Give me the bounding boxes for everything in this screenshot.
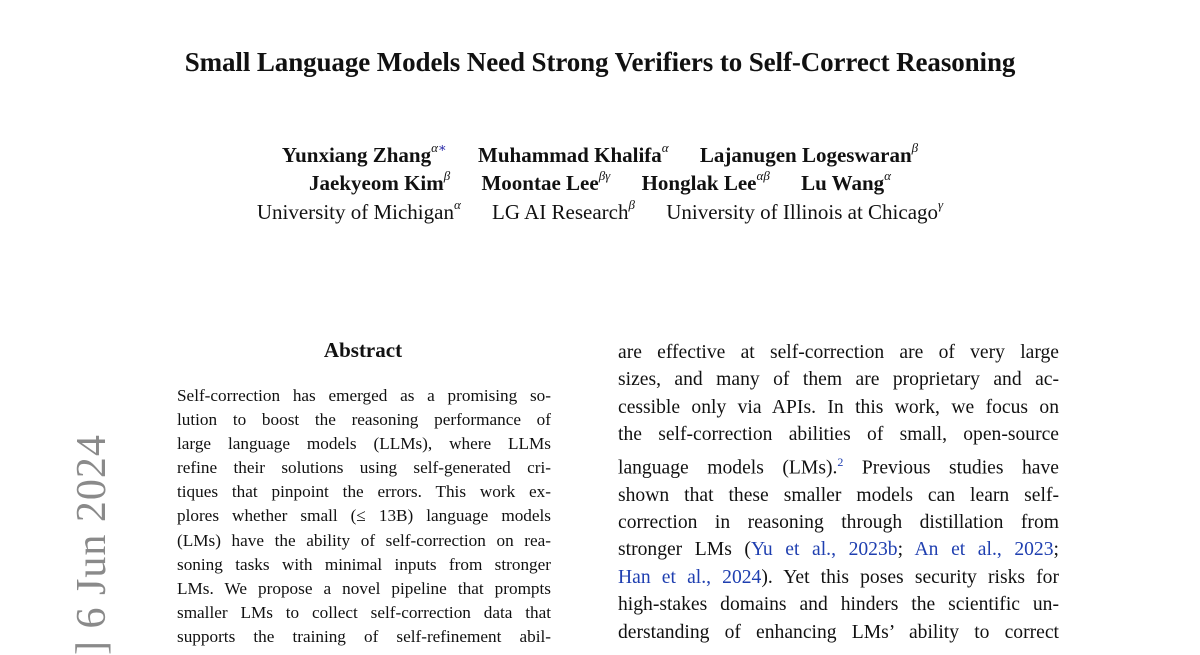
body-line: sizes, and many of them are proprietary and ac- xyxy=(618,369,1059,391)
affiliation-mark: α xyxy=(453,197,461,212)
author-affiliation-mark: βγ xyxy=(598,168,611,183)
affiliation: University of Illinois at Chicago$^\gamma$ xyxy=(666,197,944,224)
arxiv-date: ] 6 Jun 2024 xyxy=(69,434,115,655)
abstract-line: plores whether small (≤ 13B) language models xyxy=(177,506,551,526)
affiliations-row xyxy=(0,199,1200,225)
abstract-line: Self-correction has emerged as a promising so- xyxy=(177,386,551,405)
author-name: Moontae Lee$^{\beta\gamma}$ xyxy=(481,168,611,195)
abstract-line: (LMs) have the ability of self-correction on rea- xyxy=(177,530,551,550)
author-affiliation-mark: α∗ xyxy=(431,140,447,155)
body-line: high-stakes domains and hinders the scientific un- xyxy=(618,594,1059,616)
body-line: the self-correction abilities of small, open-source xyxy=(618,424,1059,446)
corresponding-author-mark[interactable]: ∗ xyxy=(437,140,447,155)
abstract-line: lution to boost the reasoning performance of xyxy=(177,410,551,430)
abstract-line: LMs. We propose a novel pipeline that prompts xyxy=(177,578,551,598)
body-line: language models (LMs).$^2$ Previous studies have xyxy=(618,454,1059,479)
body-line: shown that these smaller models can learn self- xyxy=(618,484,1059,506)
author-affiliation-mark: α xyxy=(661,140,669,155)
author-affiliation-mark: β xyxy=(911,140,919,155)
footnote-link[interactable]: 2 xyxy=(837,454,844,469)
citation-link[interactable]: Han et al., 2024 xyxy=(618,566,762,588)
abstract-line: refine their solutions using self-generated cri- xyxy=(177,458,551,478)
body-line: correction in reasoning through distillation from xyxy=(618,511,1059,533)
author-name: Lajanugen Logeswaran$^\beta$ xyxy=(699,140,919,167)
author-name: Yunxiang Zhang$^{\alpha∗}$ xyxy=(281,140,447,167)
intro-column xyxy=(618,339,1059,646)
author-name: Jaekyeom Kim$^\beta$ xyxy=(309,168,451,195)
affiliation: LG AI Research$^\beta$ xyxy=(492,197,635,224)
author-row-1 xyxy=(0,142,1200,168)
author-name: Honglak Lee$^{\alpha\beta}$ xyxy=(641,168,770,195)
abstract-line: supports the training of self-refinement abil- xyxy=(177,626,551,646)
abstract-line: soning tasks with minimal inputs from stronger xyxy=(177,554,551,574)
author-name: Lu Wang$^\alpha$ xyxy=(801,168,891,195)
abstract-line: large language models (LLMs), where LLMs xyxy=(177,434,551,454)
body-line: stronger LMs (Yu et al., 2023b; An et al., 2023; xyxy=(618,539,1059,561)
body-line: are effective at self-correction are of very large xyxy=(618,342,1059,363)
abstract-body xyxy=(177,384,551,649)
abstract-heading: Abstract xyxy=(323,338,403,362)
abstract-line: smaller LMs to collect self-correction data that xyxy=(177,602,551,622)
affiliation: University of Michigan$^\alpha$ xyxy=(256,197,461,224)
affiliation-mark: γ xyxy=(938,197,944,212)
abstract-line: tiques that pinpoint the errors. This work ex- xyxy=(177,482,551,502)
author-name: Muhammad Khalifa$^\alpha$ xyxy=(478,140,669,167)
author-row-2 xyxy=(0,170,1200,196)
body-line: cessible only via APIs. In this work, we focus on xyxy=(618,396,1059,418)
body-line: derstanding of enhancing LMs’ ability to correct xyxy=(618,621,1059,643)
citation-link[interactable]: An et al., 2023 xyxy=(914,539,1054,561)
author-affiliation-mark: α xyxy=(884,168,891,183)
affiliation-mark: β xyxy=(628,197,635,212)
paper-title: Small Language Models Need Strong Verifiers to Self-Correct Reasoning xyxy=(184,47,1016,77)
arxiv-side-stamp xyxy=(20,434,115,655)
body-line: Han et al., 2024). Yet this poses security risks for xyxy=(618,566,1060,588)
author-affiliation-mark: β xyxy=(443,168,451,183)
author-affiliation-mark: αβ xyxy=(756,168,770,183)
citation-link[interactable]: Yu et al., 2023b xyxy=(750,539,898,561)
